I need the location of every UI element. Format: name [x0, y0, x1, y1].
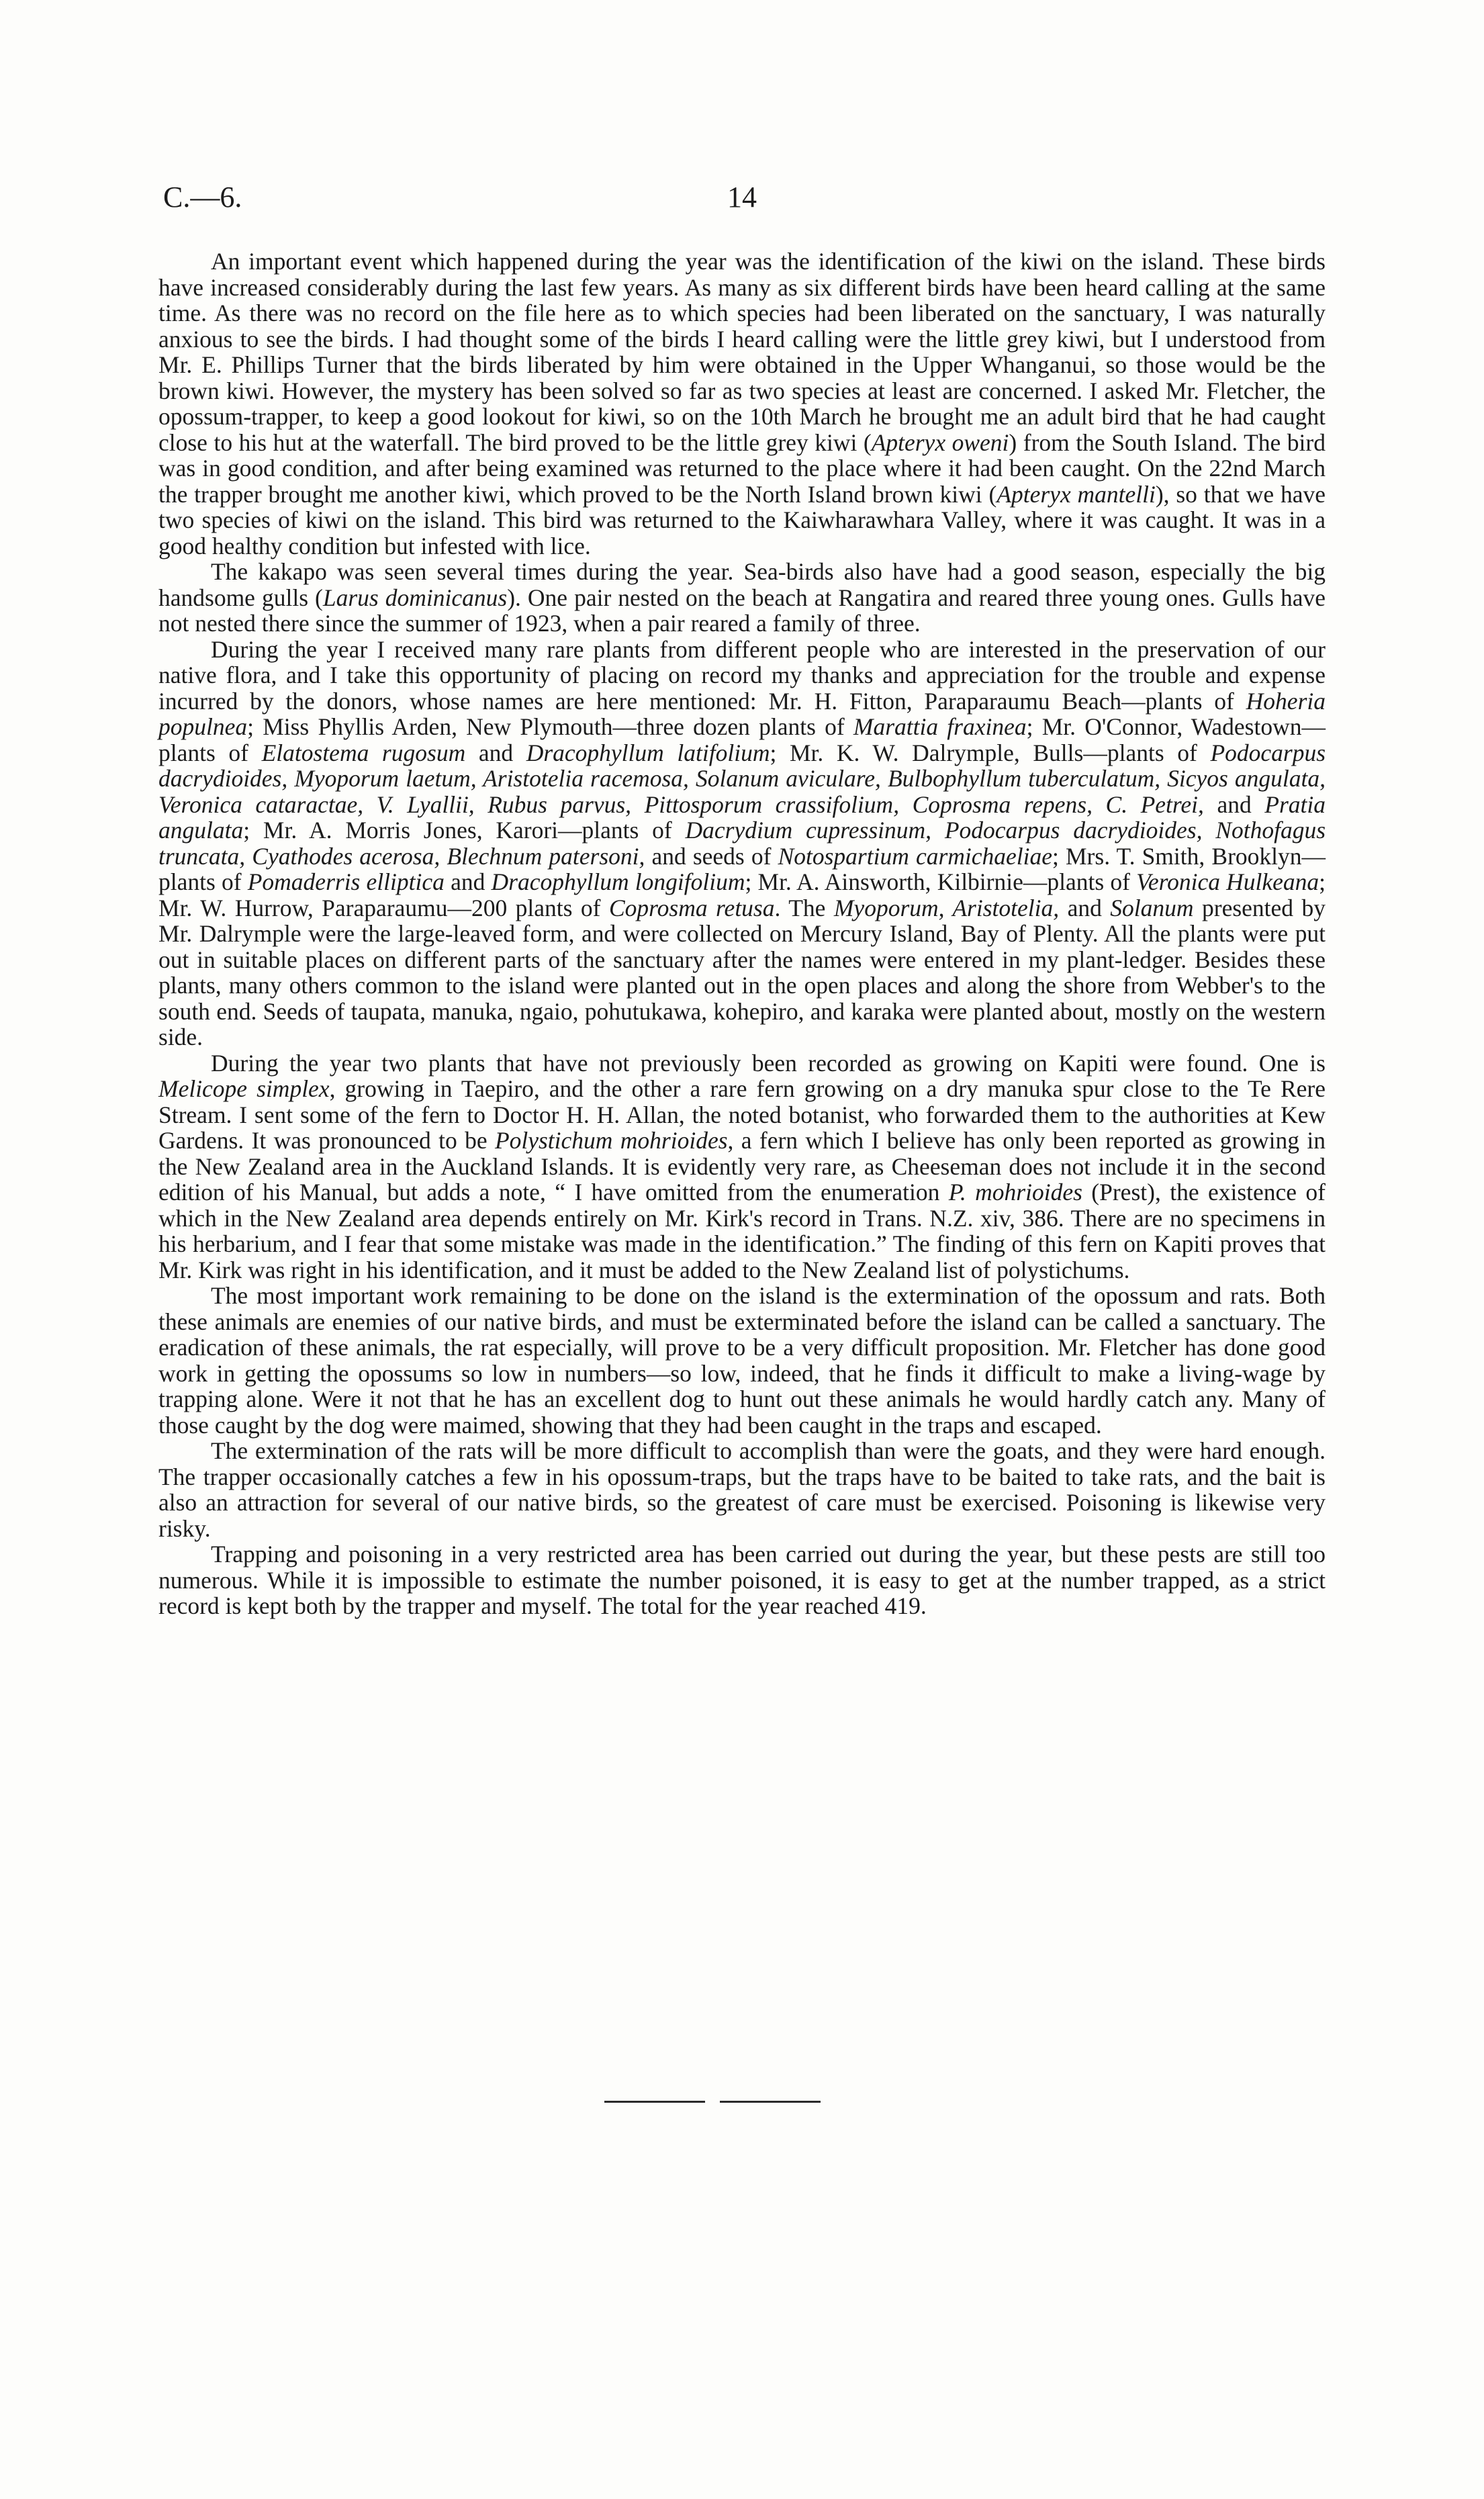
closing-rule-right — [720, 2101, 821, 2103]
paragraph-trapping-results — [158, 1541, 1326, 1619]
paragraph-opossum-extermination — [158, 1283, 1326, 1438]
italic-run: P. mohrioides — [948, 1179, 1082, 1206]
italic-run: Polystichum mohrioides — [494, 1127, 728, 1154]
text-run: ; Mr. W. Hurrow, Paraparaumu—200 plants of — [158, 868, 1326, 921]
text-run: . The — [774, 894, 834, 921]
italic-run: Notospartium carmichaeliae — [778, 842, 1053, 870]
text-run: Trapping and poisoning in a very restricted area has been carried out during the year, but these pests are still too numerous. While it is impossible to estimate the number poisoned, it is easy to get at the number trapped, as a strict record is kept both by the trapper and myself. The total for the year reached 419. — [158, 1541, 1326, 1619]
text-run: ), so that we have two species of kiwi on the island. This bird was returned to the Kaiwharawhara Valley, where it was caught. It was in a good healthy condition but infested with lice. — [158, 480, 1326, 559]
paragraph-kakapo-and-gulls — [158, 559, 1326, 637]
document-reference: C.—6. — [163, 181, 242, 214]
italic-run: Melicope simplex — [158, 1075, 330, 1102]
page-number: 14 — [727, 181, 757, 214]
italic-run: Pratia angulata — [158, 790, 1326, 844]
italic-run: Myoporum, Aristotelia, — [833, 894, 1060, 921]
italic-run: Dracophyllum longifolium — [491, 868, 745, 895]
italic-run: Apteryx mantelli — [996, 480, 1156, 508]
text-run: ; Miss Phyllis Arden, New Plymouth—three dozen plants of — [247, 713, 853, 740]
italic-run: Larus dominicanus — [322, 584, 508, 611]
text-run: An important event which happened during the year was the identification of the kiwi on the island. These birds have increased considerably during the last few years. As many as six different birds have been heard calling at the same time. As there was no record on the file here as to which species had been liberated on the sanctuary, I was naturally anxious to see the birds. I had thought some of the birds I heard calling were the little grey kiwi, but I understood from Mr. E. Phillips Turner that the birds liberated by him were obtained in the Upper Whanganui, so those would be the brown kiwi. However, the mystery has been solved so far as two species at least are concerned. I asked Mr. Fletcher, the opossum-trapper, to keep a good lookout for kiwi, so on the 10th March he brought me an adult bird that he had caught close to his hut at the waterfall. The bird proved to be the little grey kiwi ( — [158, 248, 1326, 456]
paragraph-kiwi-identification — [158, 248, 1326, 559]
text-run: and — [444, 868, 492, 895]
text-run: and — [1059, 894, 1111, 921]
italic-run: Pomaderris elliptica — [247, 868, 445, 895]
text-run: , growing in Taepiro, and the other a rare fern growing on a dry manuka spur close to the Te Rere Stream. I sent some of the fern to Doctor H. H. Allan, the noted botanist, who forwarded them to the authorities at Kew Gardens. It was pronounced to be — [158, 1075, 1326, 1154]
text-run: The extermination of the rats will be more difficult to accomplish than were the goats, and they were hard enough. The trapper occasionally catches a few in his opossum-traps, but the traps have to be baited to take rats, and the bait is also an attraction for several of our native birds, so the greatest of care must be exercised. Poisoning is likewise very risky. — [158, 1437, 1326, 1542]
text-run: During the year I received many rare plants from different people who are interested in the preservation of our native flora, and I take this opportunity of placing on record my thanks and appreciation for the trouble and expense incurred by the donors, whose names are here mentioned: Mr. H. Fitton, Paraparaumu Beach—plants of — [158, 635, 1326, 715]
italic-run: Dracophyllum latifolium — [526, 739, 770, 766]
text-run: ; Mr. A. Ainsworth, Kilbirnie—plants of — [745, 868, 1137, 895]
text-run: ; Mr. A. Morris Jones, Karori—plants of — [243, 817, 686, 844]
text-run: During the year two plants that have not previously been recorded as growing on Kapiti were found. One is — [211, 1049, 1326, 1077]
italic-run: Elatostema rugosum — [261, 739, 466, 766]
text-run: The most important work remaining to be done on the island is the extermination of the opossum and rats. Both these animals are enemies of our native birds, and must be exterminated before the island can be called a sanctuary. The eradication of these animals, the rat especially, will prove to be a very difficult proposition. Mr. Fletcher has done good work in getting the opossums so low in numbers—so low, indeed, that he finds it difficult to make a living-wage by trapping alone. Were it not that he has an excellent dog to hunt out these animals he would hardly catch any. Many of those caught by the dog were maimed, showing that they had been caught in the traps and escaped. — [158, 1282, 1326, 1439]
italic-run: Hoheria populnea — [158, 687, 1326, 740]
text-run: (Prest), the existence of which in the New Zealand area depends entirely on Mr. Kirk's record in Trans. N.Z. xiv, 386. There are no specimens in his herbarium, and I fear that some mistake was made in the identification.” The finding of this fern on Kapiti proves that Mr. Kirk was right in his identification, and it must be added to the New Zealand list of polystichums. — [158, 1179, 1326, 1283]
text-run: ; Mr. K. W. Dalrymple, Bulls—plants of — [770, 739, 1211, 766]
paragraph-donated-plants — [158, 637, 1326, 1050]
text-run: and — [465, 739, 526, 766]
text-run: ) from the South Island. The bird was in good condition, and after being examined was returned to the place where it had been caught. On the 22nd March the trapper brought me another kiwi, which proved to be the North Island brown kiwi ( — [158, 428, 1326, 508]
text-run: , a fern which I believe has only been reported as growing in the New Zealand area in the Auckland Islands. It is evidently very rare, as Cheeseman does not include it in the second edition of his Manual, but adds a note, “ I have omitted from the enumeration — [158, 1127, 1326, 1206]
paragraph-new-plant-records — [158, 1050, 1326, 1283]
text-run: and — [1203, 790, 1265, 818]
text-run: ; Mrs. T. Smith, Brooklyn—plants of — [158, 842, 1326, 895]
report-body — [158, 248, 1326, 1619]
text-run: ; Mr. O'Connor, Wadestown—plants of — [158, 713, 1326, 766]
italic-run: Dacrydium cupressinum, Podocarpus dacrydioides, Nothofagus truncata, Cyathodes acerosa, Blechnum patersoni, — [158, 817, 1326, 870]
italic-run: Podocarpus dacrydioides, Myoporum laetum, Aristotelia racemosa, Solanum aviculare, Bulbophyllum tuberculatum, Sicyos angulata, Veronica cataractae, V. Lyallii, Rubus parvus, Pittosporum crassifolium, Coprosma repens, C. Petrei, — [158, 739, 1326, 818]
paragraph-rat-extermination — [158, 1438, 1326, 1541]
closing-rule-left — [604, 2101, 705, 2103]
italic-run: Coprosma retusa — [608, 894, 775, 921]
text-run: The kakapo was seen several times during the year. Sea-birds also have had a good season, especially the big handsome gulls ( — [158, 558, 1326, 611]
italic-run: Apteryx oweni — [871, 428, 1009, 456]
italic-run: Solanum — [1110, 894, 1194, 921]
italic-run: Veronica Hulkeana — [1136, 868, 1319, 895]
text-run: ). One pair nested on the beach at Rangatira and reared three young ones. Gulls have not nested there since the summer of 1923, when a pair reared a family of three. — [158, 584, 1326, 637]
text-run: and seeds of — [645, 842, 778, 870]
text-run: presented by Mr. Dalrymple were the large-leaved form, and were collected on Mercury Island, Bay of Plenty. All the plants were put out in suitable places on different parts of the sanctuary after the names were entered in my plant-ledger. Besides these plants, many others common to the island were planted out in the open places and along the shore from Webber's to the south end. Seeds of taupata, manuka, ngaio, pohutukawa, kohepiro, and karaka were planted about, mostly on the western side. — [158, 894, 1326, 1050]
italic-run: Marattia fraxinea — [853, 713, 1027, 740]
